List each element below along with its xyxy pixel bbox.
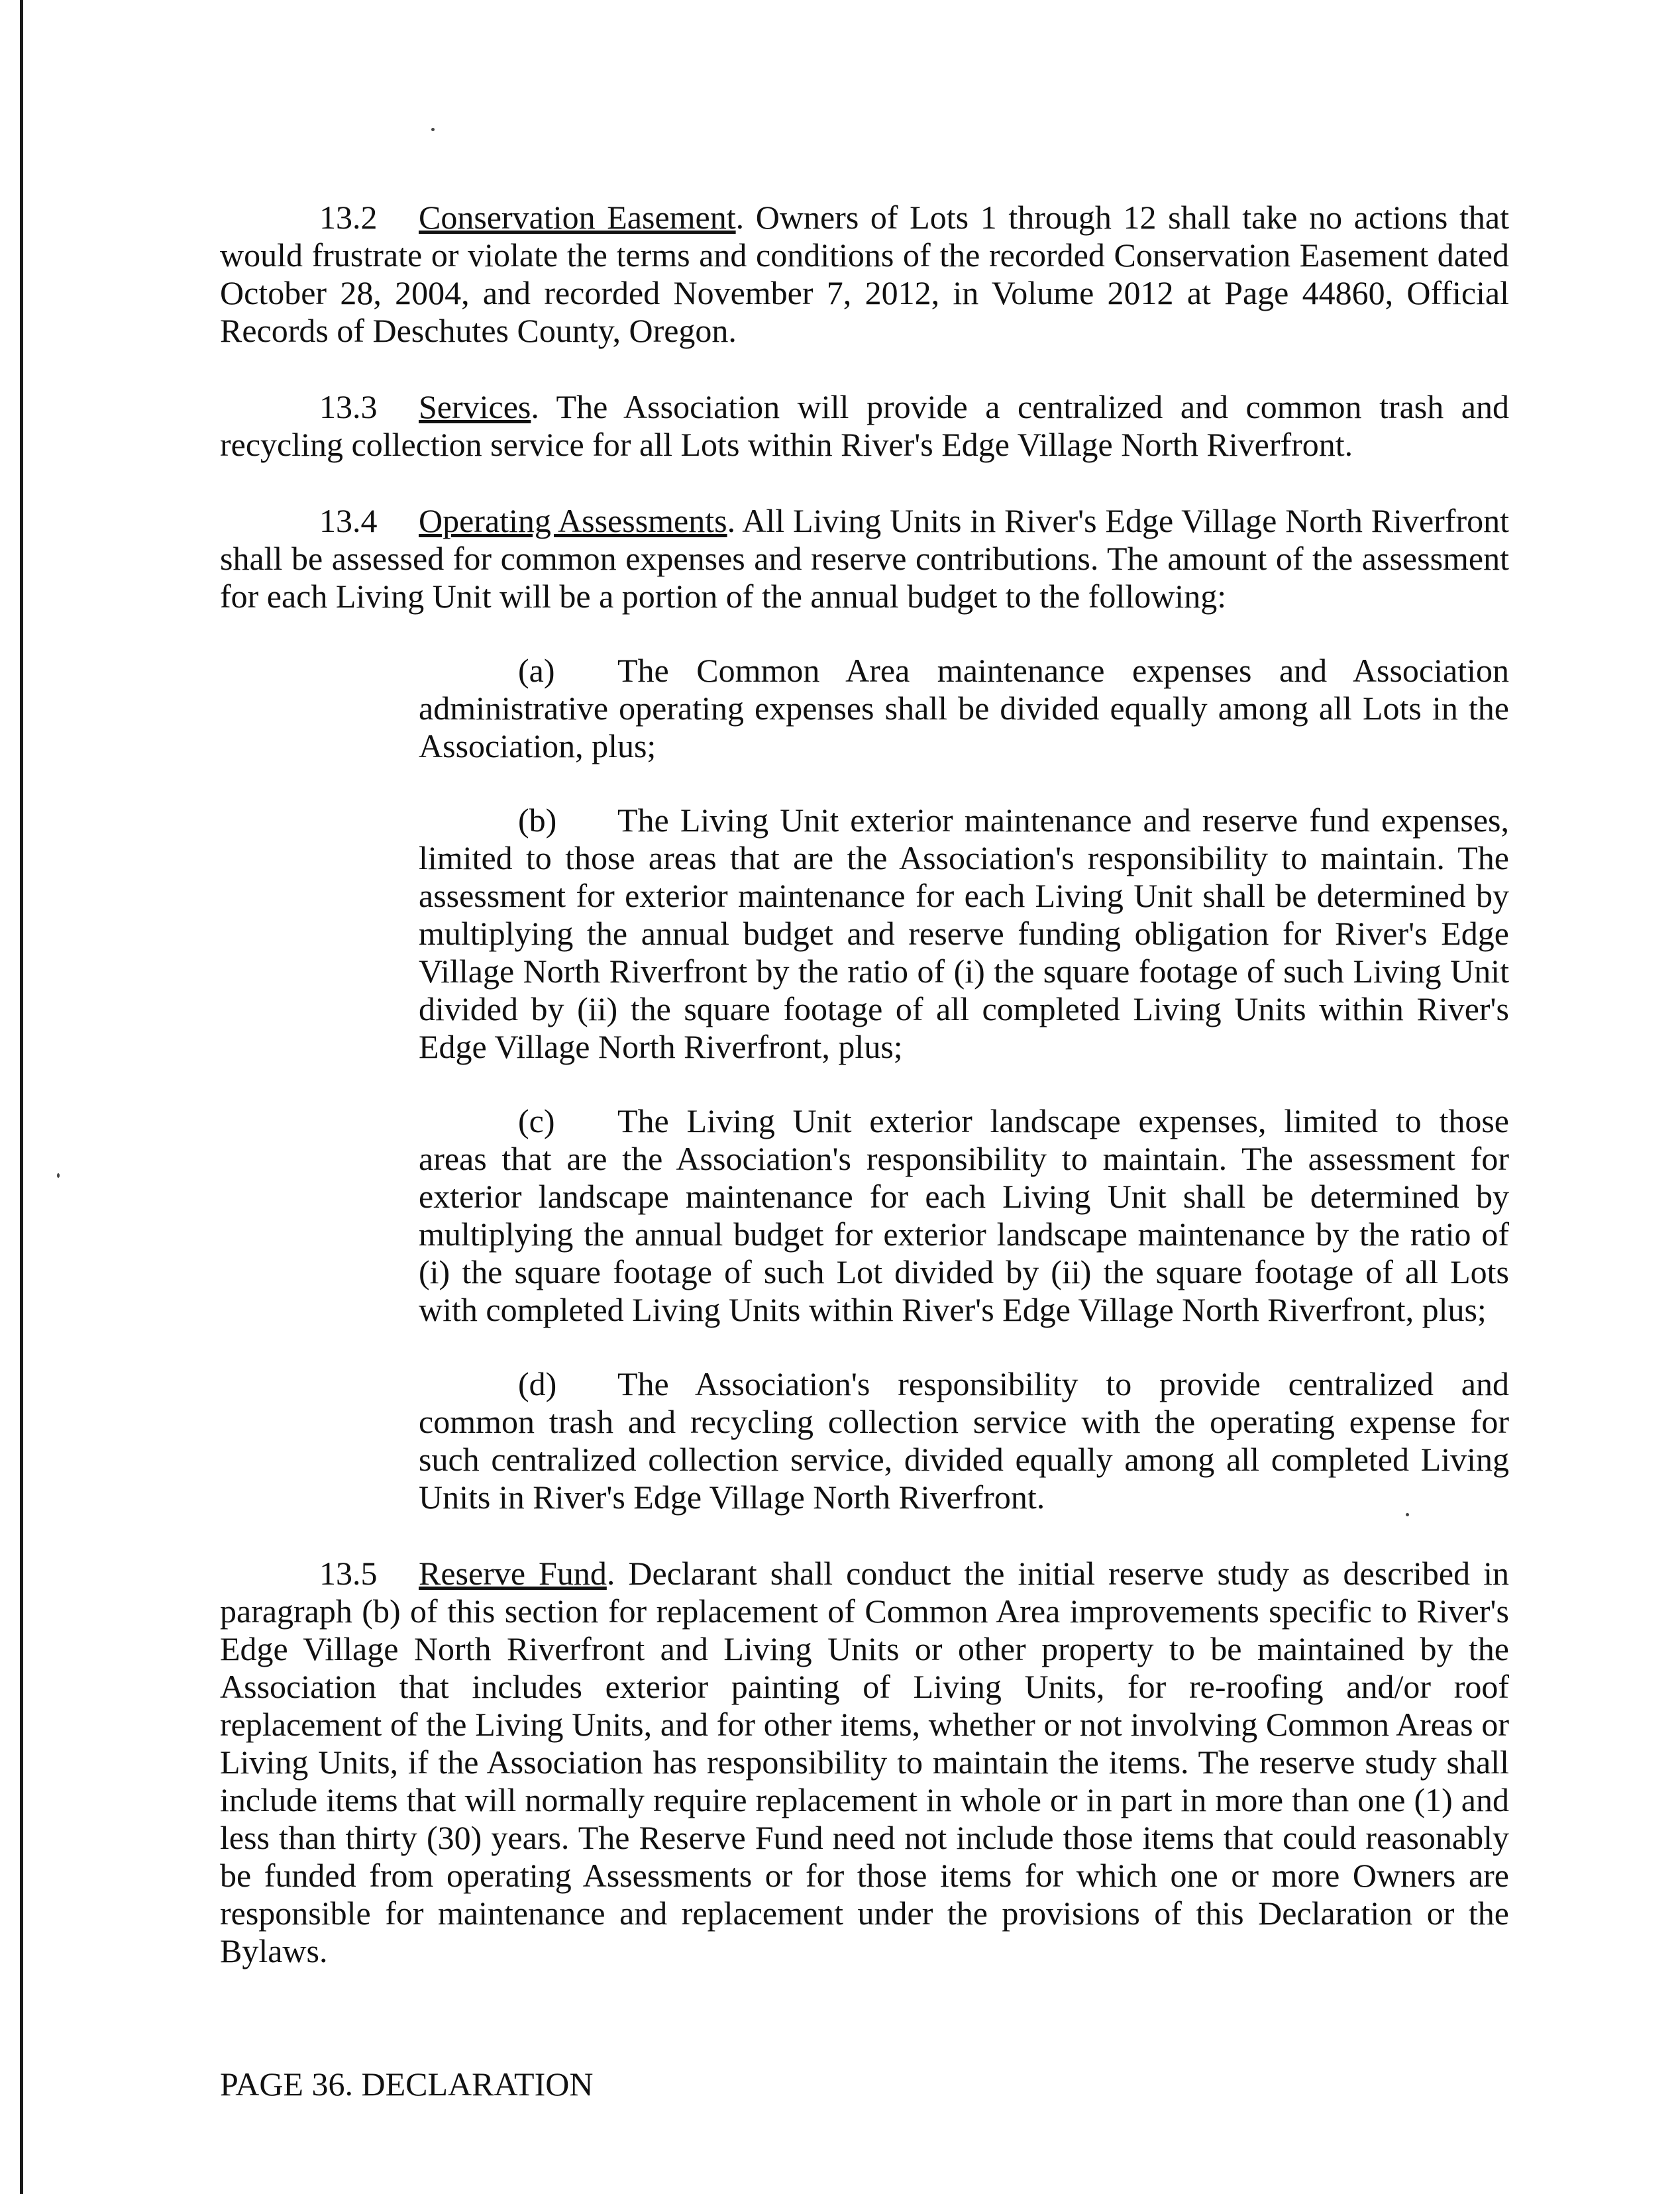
section-heading: Operating Assessments bbox=[419, 502, 727, 539]
section-text: . Owners of Lots 1 through 12 shall take no actions that would frustrate or violate the terms and conditions of the recorded Conservation Easement dated October 28, 2004, and recorded November 7, 2012, in Volume 2012 at Page 44860, Official Records of Deschutes County, Oregon. bbox=[220, 199, 1509, 349]
subsection-c bbox=[419, 1102, 1509, 1329]
section-heading: Conservation Easement bbox=[419, 199, 736, 236]
section-number: 13.3 bbox=[319, 388, 378, 425]
document-page bbox=[220, 199, 1509, 1970]
subsection-text: The Living Unit exterior landscape expenses, limited to those areas that are the Association's responsibility to maintain. The assessment for exterior landscape maintenance for each Living Unit shall be determined by multiplying the annual budget for exterior landscape maintenance by the ratio of (i) the square footage of such Lot divided by (ii) the square footage of all Lots with completed Living Units within River's Edge Village North Riverfront, plus; bbox=[419, 1102, 1509, 1328]
subsection-label: (a) bbox=[518, 652, 555, 689]
subsection-label: (b) bbox=[518, 802, 557, 839]
subsection-a bbox=[419, 652, 1509, 765]
section-text: . All Living Units in River's Edge Village North Riverfront shall be assessed for common expenses and reserve contributions. The amount of the assessment for each Living Unit will be a portion of the annual budget to the following: bbox=[220, 502, 1509, 615]
subsection-text: The Association's responsibility to provide centralized and common trash and recycling collection service with the operating expense for such centralized collection service, divided equally among all completed Living Units in River's Edge Village North Riverfront. bbox=[419, 1365, 1509, 1516]
section-number: 13.2 bbox=[319, 199, 378, 236]
section-13-3 bbox=[220, 388, 1509, 464]
section-text: . The Association will provide a centralized and common trash and recycling collection service for all Lots within River's Edge Village North Riverfront. bbox=[220, 388, 1509, 463]
section-text: . Declarant shall conduct the initial reserve study as described in paragraph (b) of this section for replacement of Common Area improvements specific to River's Edge Village North Riverfront and Living Units or other property to be maintained by the Association that includes exterior painting of Living Units, for re-roofing and/or roof replacement of the Living Units, and for other items, whether or not involving Common Areas or Living Units, if the Association has responsibility to maintain the items. The reserve study shall include items that will normally require replacement in whole or in part in more than one (1) and less than thirty (30) years. The Reserve Fund need not include those items that could reasonably be funded from operating Assessments or for those items for which one or more Owners are responsible for maintenance and replacement under the provisions of this Declaration or the Bylaws. bbox=[220, 1555, 1510, 1969]
scan-speck bbox=[431, 128, 435, 131]
scan-speck bbox=[57, 1173, 60, 1178]
subsection-label: (d) bbox=[518, 1365, 557, 1402]
section-number: 13.4 bbox=[319, 502, 378, 539]
section-13-5 bbox=[220, 1555, 1509, 1970]
section-number: 13.5 bbox=[319, 1555, 378, 1592]
section-heading: Services bbox=[419, 388, 531, 425]
section-heading: Reserve Fund bbox=[419, 1555, 607, 1592]
page-footer: PAGE 36. DECLARATION bbox=[220, 2065, 594, 2103]
section-13-2 bbox=[220, 199, 1509, 350]
subsection-text: The Living Unit exterior maintenance and reserve fund expenses, limited to those areas that are the Association's responsibility to maintain. The assessment for exterior maintenance for each Living Unit shall be determined by multiplying the annual budget and reserve funding obligation for River's Edge Village North Riverfront by the ratio of (i) the square footage of such Living Unit divided by (ii) the square footage of all completed Living Units within River's Edge Village North Riverfront, plus; bbox=[419, 802, 1509, 1065]
subsection-b bbox=[419, 802, 1509, 1066]
section-13-4 bbox=[220, 502, 1509, 615]
subsection-d bbox=[419, 1365, 1509, 1516]
scan-edge-line bbox=[20, 0, 23, 2194]
subsection-label: (c) bbox=[518, 1102, 555, 1139]
subsection-text: The Common Area maintenance expenses and Association administrative operating expenses shall be divided equally among all Lots in the Association, plus; bbox=[419, 652, 1509, 764]
